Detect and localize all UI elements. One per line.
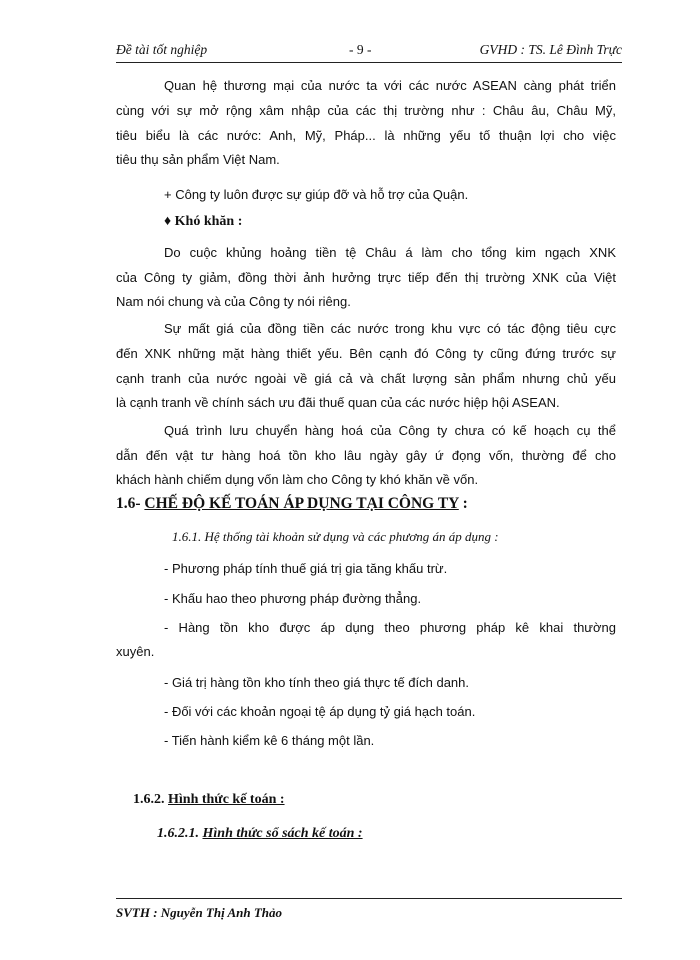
para4-line1: Quá trình lưu chuyển hàng hoá của Công ty chưa có kế hoạch cụ thể bbox=[164, 423, 616, 438]
para3-line4: là cạnh tranh về chính sách ưu đãi thuế quan của các nước hiệp hội ASEAN. bbox=[116, 395, 560, 410]
list-item-inventory-line1: - Hàng tồn kho được áp dụng theo phương pháp kê khai thường bbox=[164, 620, 616, 635]
para1-line3: tiêu biểu là các nước: Anh, Mỹ, Pháp... là những yếu tố thuận lợi cho việc bbox=[116, 128, 616, 143]
header-advisor: GVHD : TS. Lê Đình Trực bbox=[479, 42, 622, 57]
para2-line1: Do cuộc khủng hoảng tiền tệ Châu á làm cho tổng kim ngạch XNK bbox=[164, 245, 616, 260]
subsection-1-6-2-number: 1.6.2. bbox=[133, 792, 165, 807]
para3-line1: Sự mất giá của đồng tiền các nước trong khu vực có tác động tiêu cực bbox=[164, 321, 616, 336]
subsection-1-6-2-1 bbox=[157, 826, 363, 842]
para3-line2: đến XNK những mặt hàng thiết yếu. Bên cạnh đó Công ty cũng đứng trước sự bbox=[116, 346, 616, 361]
support-item: + Công ty luôn được sự giúp đỡ và hỗ trợ của Quận. bbox=[164, 187, 469, 202]
subsection-1-6-2-title: Hình thức kế toán : bbox=[168, 792, 285, 807]
difficulty-heading-text: Khó khăn : bbox=[174, 214, 243, 229]
para2-line2: của Công ty giảm, đồng thời ảnh hưởng trực tiếp đến thị trường XNK của Việt bbox=[116, 270, 616, 285]
list-item-inventory-line2: xuyên. bbox=[116, 644, 155, 659]
list-item-foreign-currency: - Đối với các khoản ngoại tệ áp dụng tỷ giá hạch toán. bbox=[164, 704, 476, 719]
list-item-stocktake: - Tiến hành kiểm kê 6 tháng một lần. bbox=[164, 733, 375, 748]
para4-line2: dẫn đến vật tư hàng hoá tồn kho lâu ngày gây ứ đọng vốn, thường để cho bbox=[116, 448, 616, 463]
list-item-depreciation: - Khấu hao theo phương pháp đường thẳng. bbox=[164, 591, 422, 606]
section-title: CHẾ ĐỘ KẾ TOÁN ÁP DỤNG TẠI CÔNG TY bbox=[144, 495, 459, 512]
subsection-1-6-2 bbox=[133, 792, 285, 808]
header-thesis-title: Đề tài tốt nghiệp bbox=[116, 42, 208, 57]
para1-line2: cùng với sự mở rộng xâm nhập của các thị trường như : Châu âu, Châu Mỹ, bbox=[116, 103, 616, 118]
para1-line4: tiêu thụ sản phẩm Việt Nam. bbox=[116, 152, 280, 167]
list-item-vat: - Phương pháp tính thuế giá trị gia tăng khấu trừ. bbox=[164, 561, 448, 576]
para1-line1: Quan hệ thương mại của nước ta với các nước ASEAN càng phát triển bbox=[164, 78, 616, 93]
subsection-1-6-2-1-title: Hình thức sổ sách kế toán : bbox=[202, 826, 363, 841]
footer-student-name: SVTH : Nguyễn Thị Anh Thảo bbox=[116, 905, 283, 920]
section-colon: : bbox=[458, 495, 468, 512]
list-item-inventory-value: - Giá trị hàng tồn kho tính theo giá thực tế đích danh. bbox=[164, 675, 470, 690]
para3-line3: cạnh tranh của nước ngoài về giá cả và chất lượng sản phẩm nhưng chủ yếu bbox=[116, 371, 616, 386]
diamond-bullet-icon: ♦ bbox=[164, 214, 172, 229]
page-header bbox=[116, 40, 622, 63]
para2-line3: Nam nói chung và của Công ty nói riêng. bbox=[116, 294, 351, 309]
subsection-1-6-1: 1.6.1. Hệ thống tài khoản sử dụng và các phương án áp dụng : bbox=[172, 529, 499, 544]
para4-line3: khách hành chiếm dụng vốn làm cho Công ty khó khăn về vốn. bbox=[116, 472, 479, 487]
page-number: - 9 - bbox=[349, 42, 372, 57]
subsection-1-6-2-1-number: 1.6.2.1. bbox=[157, 826, 199, 841]
section-number: 1.6- bbox=[116, 495, 141, 512]
section-heading bbox=[116, 495, 468, 513]
page-footer bbox=[116, 898, 622, 921]
difficulty-heading bbox=[164, 214, 242, 230]
